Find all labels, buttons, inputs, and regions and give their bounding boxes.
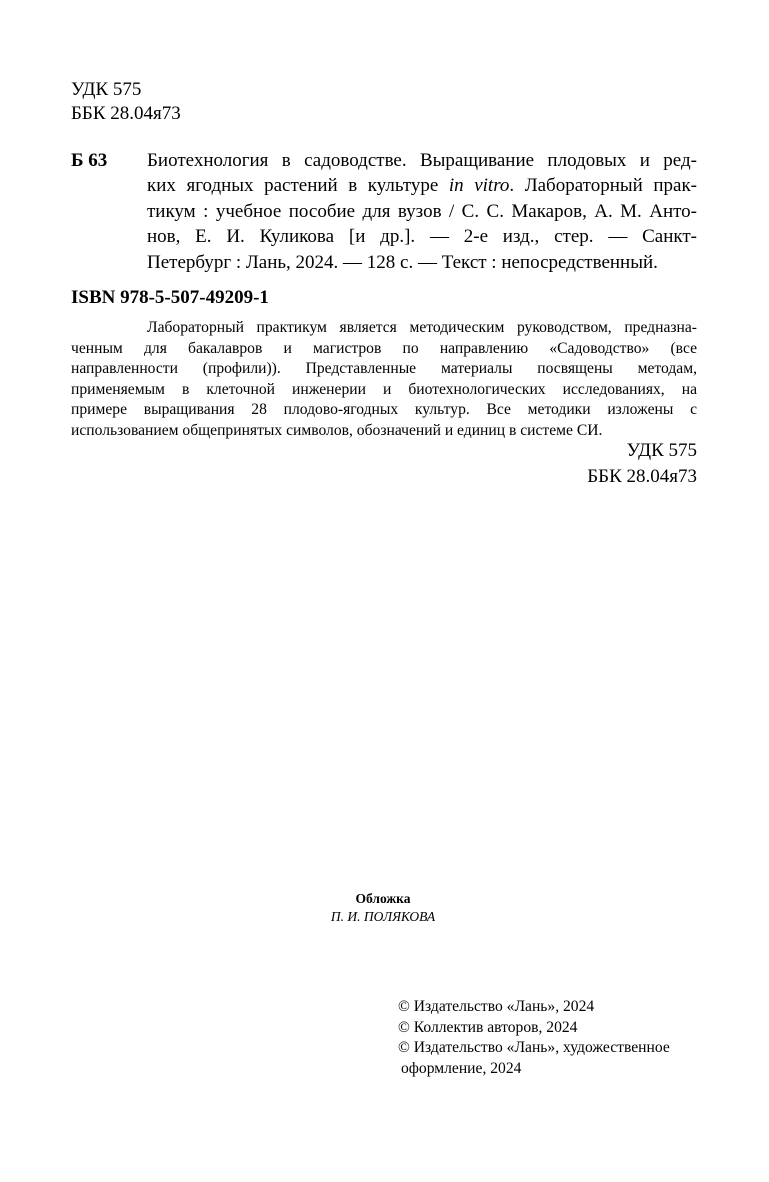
udk-code: УДК 575 — [71, 79, 142, 100]
abstract-line: использованием общепринятых символов, обозначений и единиц в системе СИ. — [71, 421, 603, 439]
bbk-code: ББК 28.04я73 — [71, 103, 181, 124]
copyright-line: © Издательство «Лань», художественное — [398, 1039, 670, 1056]
classification-footer — [587, 438, 697, 490]
abstract-line: ченным для бакалавров и магистров по направлению «Садоводство» (все — [71, 339, 697, 357]
abstract-line: Лабораторный практикум является методическим руководством, предназна- — [147, 319, 697, 336]
cover-label: Обложка — [355, 891, 411, 906]
cover-artist: П. И. ПОЛЯКОВА — [330, 909, 436, 924]
copyright-block — [398, 997, 670, 1079]
record-line: Петербург : Лань, 2024. — 128 с. — Текст : непосредственный. — [147, 251, 658, 273]
copyright-line: © Издательство «Лань», 2024 — [398, 998, 595, 1015]
classification-header — [71, 78, 181, 126]
cover-credit — [303, 890, 463, 926]
latin-term: in vitro — [448, 175, 510, 197]
abstract-line: примере выращивания 28 плодово-ягодных культур. Все методики изложены с — [71, 401, 697, 418]
record-line: нов, Е. И. Куликова [и др.]. — 2-е изд., стер. — Санкт- — [147, 226, 697, 248]
bbk-code: ББК 28.04я73 — [587, 466, 697, 487]
abstract-line: применяемым в клеточной инженерии и биотехнологических исследованиях, на — [71, 380, 697, 398]
record-text — [147, 148, 697, 275]
record-line: Биотехнология в садоводстве. Выращивание плодовых и ред- — [147, 150, 697, 171]
copyright-line: © Коллектив авторов, 2024 — [398, 1018, 578, 1036]
record-line: тикум : учебное пособие для вузов / С. С. Макаров, А. М. Анто- — [147, 200, 697, 222]
copyright-line: оформление, 2024 — [401, 1059, 522, 1077]
record-line: ких ягодных растений в культуре in vitro. Лабораторный прак- — [147, 175, 697, 197]
isbn: ISBN 978-5-507-49209-1 — [71, 287, 269, 308]
author-cipher: Б 63 — [71, 150, 108, 171]
abstract — [71, 318, 697, 441]
abstract-line: направленности (профили)). Представленные материалы посвящены методам, — [71, 360, 697, 377]
udk-code: УДК 575 — [626, 440, 697, 461]
bibliographic-record — [71, 148, 697, 275]
